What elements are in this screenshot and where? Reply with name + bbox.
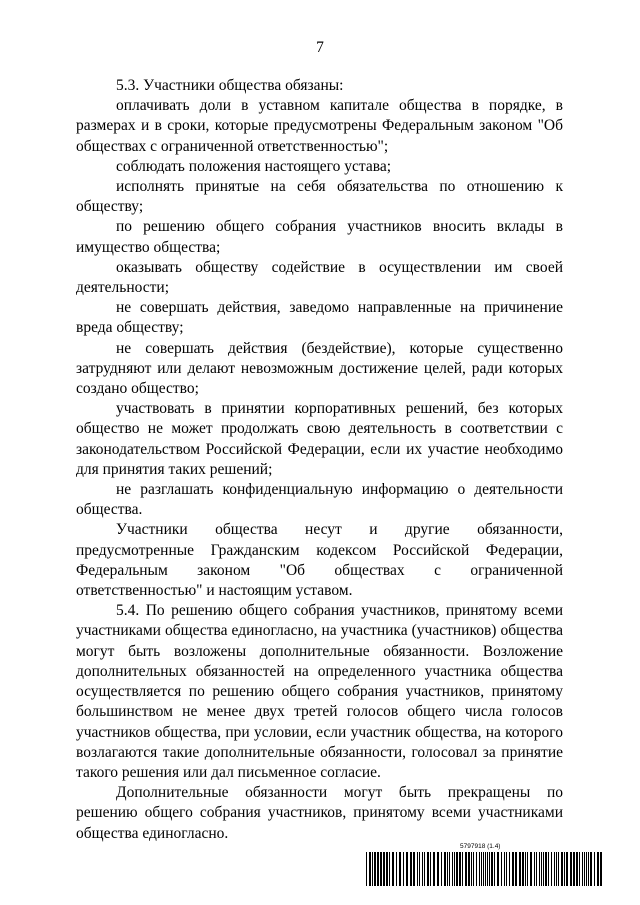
- paragraph: 5.4. По решению общего собрания участников, принятому всеми участниками общества единогласно, на участника (участников) общества могут быть возложены дополнительные обязанности. Возложение дополнительных обязанностей на определенного участника общества осуществляется по решению общего собрания участников, принятому большинством не менее двух третей голосов общего числа голосов участников общества, при условии, если участник общества, на которого возлагаются такие дополнительные обязанности, голосовал за принятие такого решения или дал письменное согласие.: [76, 602, 563, 781]
- paragraph: не разглашать конфиденциальную информацию о деятельности общества.: [76, 481, 563, 519]
- paragraph: 5.3. Участники общества обязаны:: [116, 77, 344, 94]
- barcode-block: [366, 843, 602, 887]
- paragraph: по решению общего собрания участников вносить вклады в имущество общества;: [76, 218, 563, 256]
- paragraph: оказывать обществу содействие в осуществлении им своей деятельности;: [76, 258, 563, 297]
- paragraph: оплачивать доли в уставном капитале общества в порядке, в размерах и в сроки, которые предусмотрены Федеральным законом "Об обществах с ограниченной ответственностью";: [76, 97, 563, 155]
- page-number: 7: [316, 39, 324, 56]
- paragraph: не совершать действия (бездействие), которые существенно затрудняют или делают невозможным достижение целей, ради которых создано общество;: [76, 339, 563, 398]
- paragraph: Участники общества несут и другие обязанности, предусмотренные Гражданским кодексом Российской Федерации, Федеральным законом "Об обществах с ограниченной ответственностью" и настоящим уставом.: [76, 521, 563, 600]
- paragraph: участвовать в принятии корпоративных решений, без которых общество не может продолжать свою деятельность в соответствии с законодательством Российской Федерации, если их участие необходимо для принятия таких решений;: [76, 400, 563, 478]
- barcode-icon: [366, 852, 602, 886]
- paragraph: не совершать действия, заведомо направленные на причинение вреда обществу;: [76, 299, 563, 337]
- paragraph: соблюдать положения настоящего устава;: [116, 157, 392, 175]
- document-body: [76, 76, 563, 844]
- barcode-number: 5797918 (1.4): [460, 843, 501, 850]
- paragraph: Дополнительные обязанности могут быть прекращены по решению общего собрания участников, принятому всеми участниками общества единогласно.: [76, 784, 563, 842]
- paragraph: исполнять принятые на себя обязательства по отношению к обществу;: [76, 178, 563, 216]
